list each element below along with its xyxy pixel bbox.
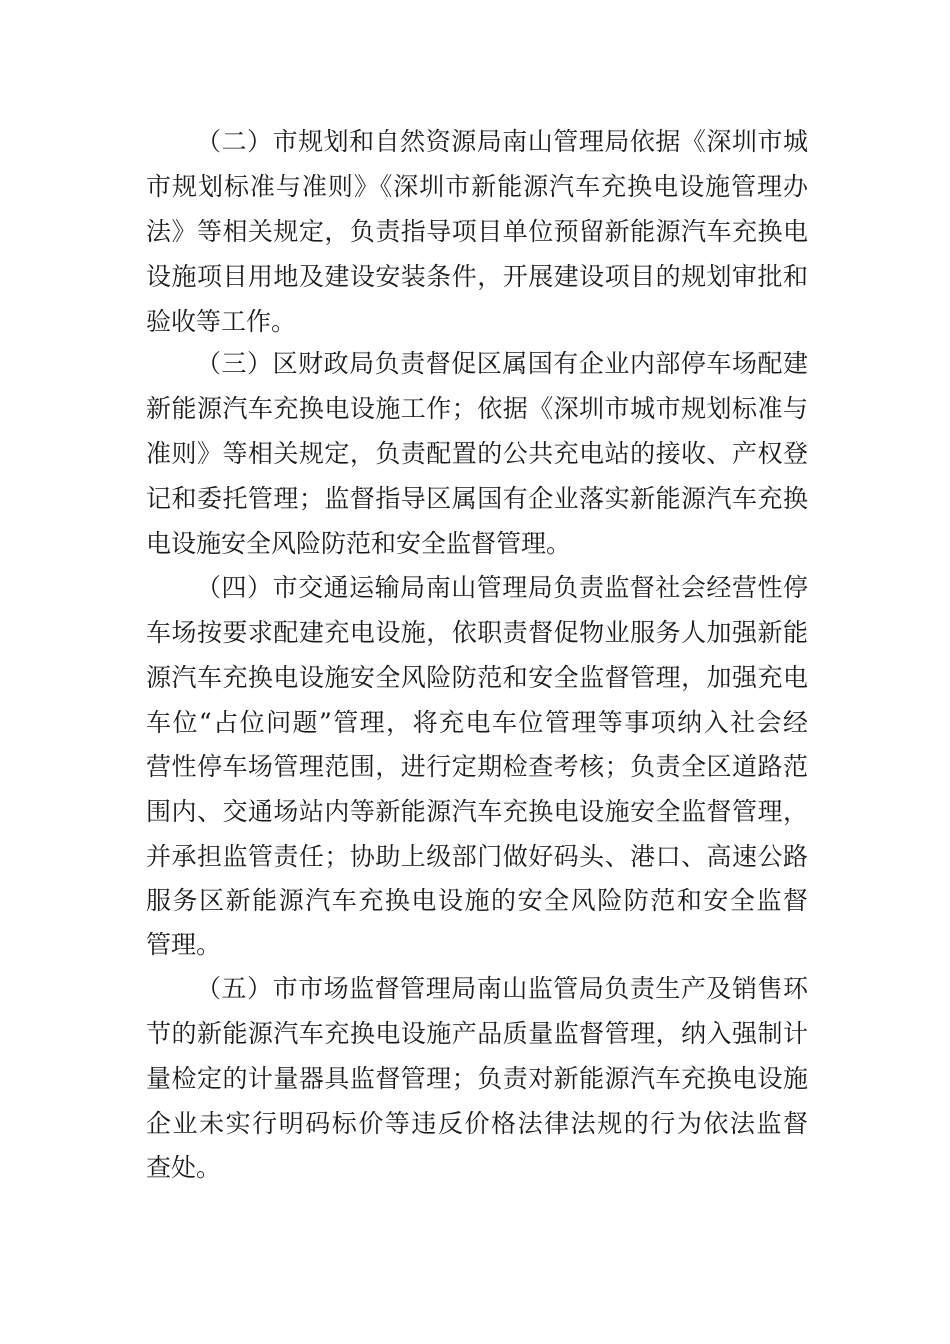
text-line: 市规划标准与准则》《深圳市新能源汽车充换电设施管理办 [146, 172, 808, 201]
text-line: 企业未实行明码标价等违反价格法律法规的行为依法监督 [146, 1109, 808, 1138]
text-line: （五）市市场监督管理局南山监管局负责生产及销售环 [196, 974, 808, 1003]
text-line: （二）市规划和自然资源局南山管理局依据《深圳市城 [196, 127, 808, 156]
text-line: 电设施安全风险防范和安全监督管理。 [146, 529, 572, 558]
text-line: 并承担监管责任；协助上级部门做好码头、港口、高速公路 [146, 842, 808, 871]
text-line: 查处。 [146, 1153, 222, 1182]
text-line: 源汽车充换电设施安全风险防范和安全监督管理，加强充电 [146, 663, 808, 692]
text-line: 管理。 [146, 930, 222, 959]
text-line: 设施项目用地及建设安装条件，开展建设项目的规划审批和 [146, 262, 808, 291]
text-line: 营性停车场管理范围，进行定期检查考核；负责全区道路范 [146, 752, 808, 781]
text-line: 服务区新能源汽车充换电设施的安全风险防范和安全监督 [146, 886, 808, 915]
text-line: 车位“占位问题”管理，将充电车位管理等事项纳入社会经 [146, 708, 808, 737]
text-line: 准则》等相关规定，负责配置的公共充电站的接收、产权登 [146, 439, 808, 468]
text-line: 法》等相关规定，负责指导项目单位预留新能源汽车充换电 [146, 217, 808, 246]
text-line: 记和委托管理；监督指导区属国有企业落实新能源汽车充换 [146, 484, 808, 513]
text-line: 车场按要求配建充电设施，依职责督促物业服务人加强新能 [146, 618, 808, 647]
text-line: （三）区财政局负责督促区属国有企业内部停车场配建 [196, 349, 808, 378]
text-line: 节的新能源汽车充换电设施产品质量监督管理，纳入强制计 [146, 1019, 808, 1048]
text-line: 验收等工作。 [146, 307, 297, 336]
text-line: 新能源汽车充换电设施工作；依据《深圳市城市规划标准与 [146, 394, 808, 423]
text-line: 围内、交通场站内等新能源汽车充换电设施安全监督管理， [146, 797, 808, 826]
text-line: 量检定的计量器具监督管理；负责对新能源汽车充换电设施 [146, 1064, 808, 1093]
text-line: （四）市交通运输局南山管理局负责监督社会经营性停 [196, 573, 808, 602]
